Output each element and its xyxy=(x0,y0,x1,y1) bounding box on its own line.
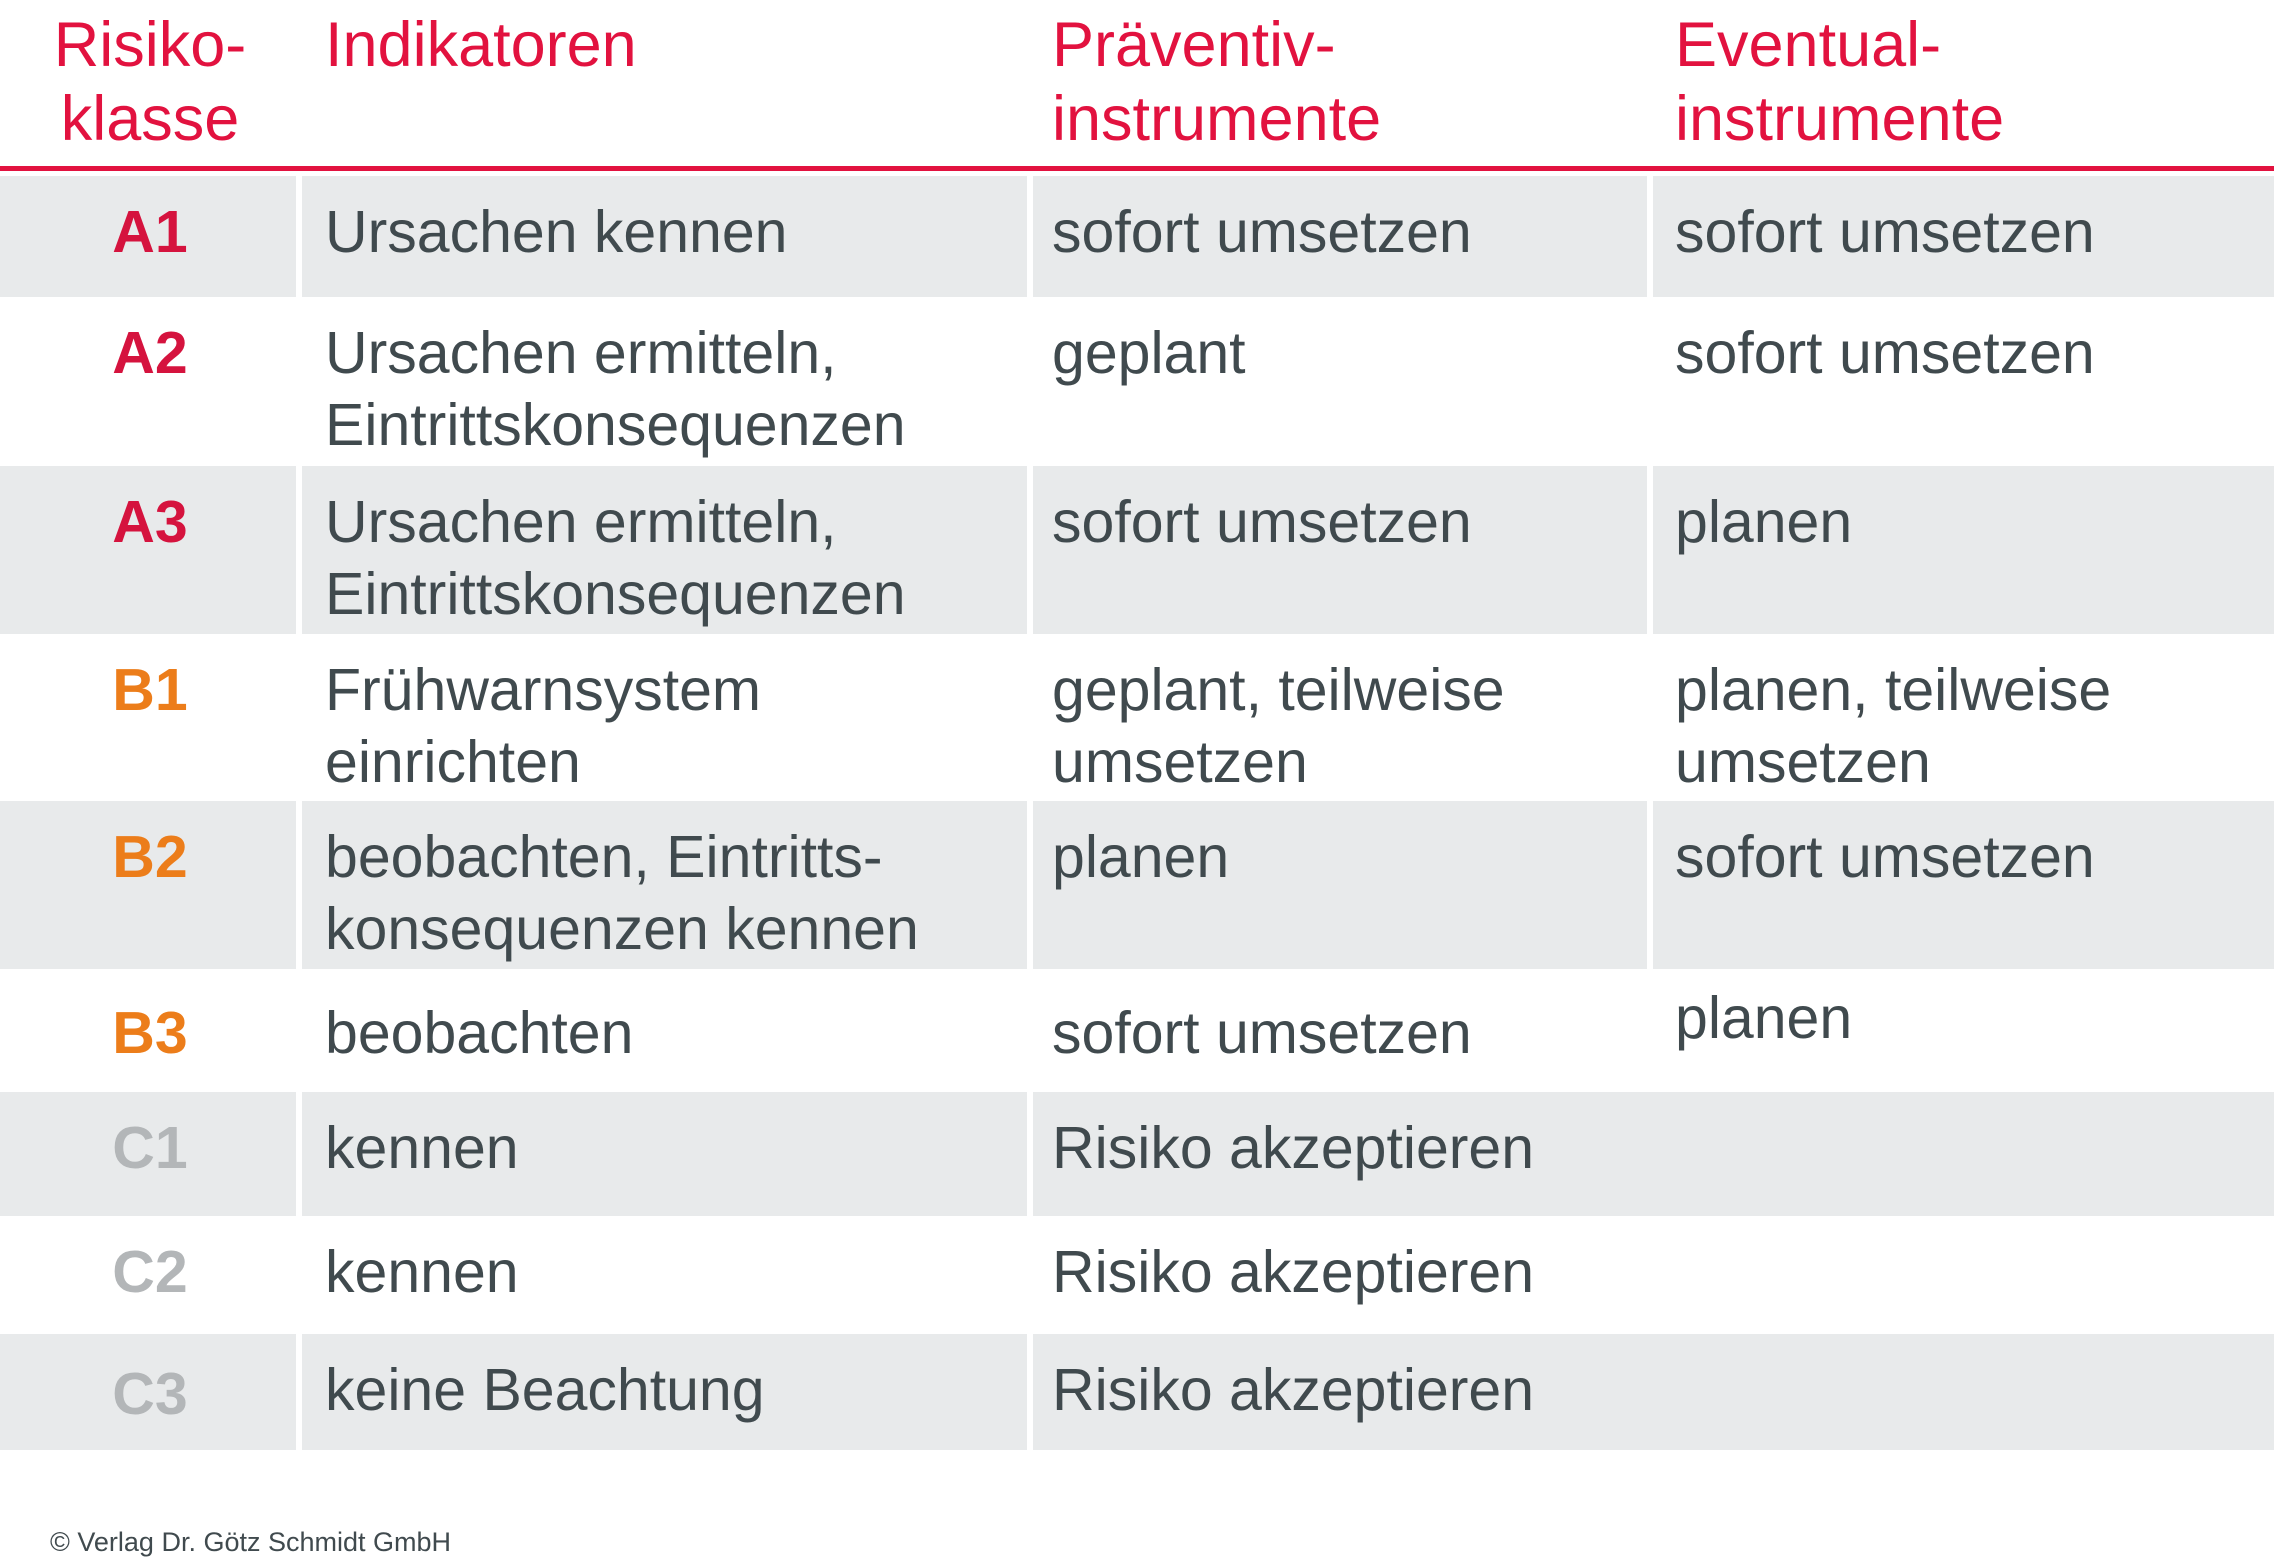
table-row-c1 xyxy=(0,1092,2274,1216)
preventive-cell xyxy=(1033,634,1647,800)
risk-class-label: C2 xyxy=(112,1239,188,1305)
eventual-text: sofort umsetzen xyxy=(1675,320,2095,386)
risk-class-label: B2 xyxy=(112,824,188,890)
preventive-cell xyxy=(1033,1216,2274,1332)
preventive-cell xyxy=(1033,801,1647,969)
risk-class-label: B3 xyxy=(112,1000,188,1066)
preventive-cell xyxy=(1033,176,1647,297)
eventual-cell xyxy=(1653,297,2274,463)
table-row-a1 xyxy=(0,176,2274,297)
indicators-cell xyxy=(302,801,1027,969)
header-risk-class: Risiko- klasse xyxy=(53,10,247,154)
risk-class-label: A1 xyxy=(112,199,188,265)
table-row-c3 xyxy=(0,1334,2274,1450)
indicators-text: kennen xyxy=(325,1239,519,1305)
preventive-text: planen xyxy=(1052,824,1230,890)
header-indicators: Indikatoren xyxy=(325,10,637,80)
risk-class-label: C1 xyxy=(112,1115,188,1181)
table-row-b3 xyxy=(0,969,2274,1090)
table-row-a3 xyxy=(0,466,2274,634)
class-cell xyxy=(0,466,296,634)
eventual-text: sofort umsetzen xyxy=(1675,199,2095,265)
preventive-text: Risiko akzeptieren xyxy=(1052,1357,1535,1423)
risk-class-label: B1 xyxy=(112,657,188,723)
eventual-text: planen, teilweise umsetzen xyxy=(1675,657,2112,795)
preventive-text: sofort umsetzen xyxy=(1052,1000,1472,1066)
class-cell xyxy=(0,634,296,800)
indicators-text: kennen xyxy=(325,1115,519,1181)
eventual-cell xyxy=(1653,969,2274,1090)
class-cell xyxy=(0,801,296,969)
preventive-text: geplant, teilweise umsetzen xyxy=(1052,657,1505,795)
preventive-cell xyxy=(1033,297,1647,463)
class-cell xyxy=(0,1216,296,1332)
preventive-text: sofort umsetzen xyxy=(1052,199,1472,265)
indicators-text: Ursachen ermitteln, Eintrittskonsequenzen xyxy=(325,320,906,458)
preventive-cell xyxy=(1033,1334,2274,1450)
copyright-notice: © Verlag Dr. Götz Schmidt GmbH xyxy=(50,1527,452,1557)
indicators-text: Ursachen ermitteln, Eintrittskonsequenzen xyxy=(325,489,906,627)
indicators-cell xyxy=(302,1216,1027,1332)
indicators-cell xyxy=(302,297,1027,463)
indicators-text: keine Beachtung xyxy=(325,1357,765,1423)
indicators-cell xyxy=(302,1092,1027,1216)
eventual-cell xyxy=(1653,176,2274,297)
indicators-text: beobachten, Eintritts- konsequenzen kennen xyxy=(325,824,919,962)
class-cell xyxy=(0,176,296,297)
class-cell xyxy=(0,297,296,463)
eventual-text: planen xyxy=(1675,985,1853,1051)
indicators-cell xyxy=(302,634,1027,800)
preventive-cell xyxy=(1033,1092,2274,1216)
eventual-text: planen xyxy=(1675,489,1853,555)
class-cell xyxy=(0,1092,296,1216)
indicators-text: Ursachen kennen xyxy=(325,199,788,265)
indicators-text: beobachten xyxy=(325,1000,634,1066)
preventive-text: Risiko akzeptieren xyxy=(1052,1115,1535,1181)
indicators-cell xyxy=(302,969,1027,1090)
preventive-text: geplant xyxy=(1052,320,1246,386)
eventual-cell xyxy=(1653,634,2274,800)
header-preventive-instruments: Präventiv- instrumente xyxy=(1052,10,1382,154)
eventual-cell xyxy=(1653,801,2274,969)
table-row-b1 xyxy=(0,634,2274,800)
risk-class-label: A2 xyxy=(112,320,188,386)
indicators-cell xyxy=(302,466,1027,634)
class-cell xyxy=(0,969,296,1090)
eventual-text: sofort umsetzen xyxy=(1675,824,2095,890)
table-row-b2 xyxy=(0,801,2274,969)
eventual-cell xyxy=(1653,466,2274,634)
preventive-cell xyxy=(1033,466,1647,634)
header-rule xyxy=(0,166,2274,171)
table-row-a2 xyxy=(0,297,2274,463)
indicators-cell xyxy=(302,1334,1027,1450)
preventive-text: sofort umsetzen xyxy=(1052,489,1472,555)
class-cell xyxy=(0,1334,296,1450)
table-row-c2 xyxy=(0,1216,2274,1332)
indicators-text: Frühwarnsystem einrichten xyxy=(325,657,762,795)
header-eventual-instruments: Eventual- instrumente xyxy=(1675,10,2005,154)
preventive-cell xyxy=(1033,969,1647,1090)
risk-class-label: A3 xyxy=(112,489,188,555)
risk-class-label: C3 xyxy=(112,1361,188,1427)
preventive-text: Risiko akzeptieren xyxy=(1052,1239,1535,1305)
indicators-cell xyxy=(302,176,1027,297)
